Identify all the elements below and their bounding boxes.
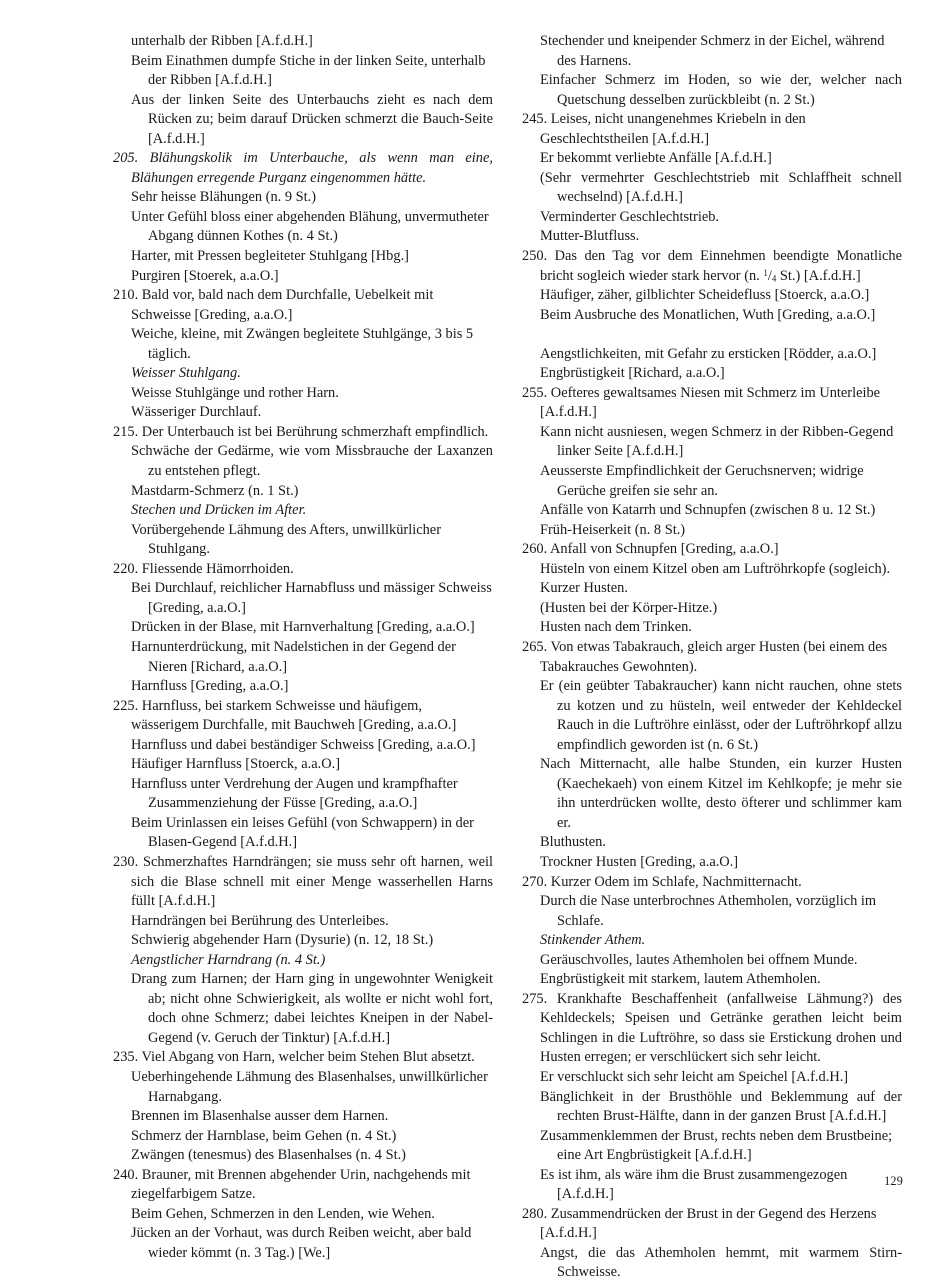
entry-number: 215. — [113, 423, 139, 440]
symptom-entry — [522, 1244, 902, 1283]
entry-text: Häufiger Harnfluss [Stoerck, a.a.O.] — [131, 756, 340, 773]
symptom-entry — [522, 931, 902, 951]
entry-text-tail: St.) [A.f.d.H.] — [776, 267, 861, 284]
entry-number: 270. — [522, 873, 548, 890]
entry-text: Brauner, mit Brennen abgehender Urin, nachgehends mit ziegelfarbigem Satze. — [131, 1166, 471, 1203]
entry-text: Aeusserste Empfindlichkeit der Geruchsnerven; widrige Gerüche greifen sie sehr an. — [540, 463, 864, 499]
symptom-entry — [522, 32, 902, 71]
symptom-entry — [522, 1127, 902, 1166]
entry-text: Schwierig abgehender Harn (Dysurie) (n. 12, 18 St.) — [131, 932, 434, 949]
entry-text: Das den Tag vor dem Einnehmen beendigte Monatliche bricht sogleich wieder stark hervor (n. — [540, 248, 902, 284]
symptom-entry — [522, 423, 902, 462]
entry-text: Aus der linken Seite des Unterbauchs zieht es nach dem Rücken zu; beim darauf Drücken schmerzt die Bauch-Seite [A.f.d.H.] — [131, 91, 493, 147]
symptom-entry — [113, 814, 493, 853]
entry-text: Beim Ausbruche des Monatlichen, Wuth [Greding, a.a.O.] — [540, 306, 876, 323]
numbered-symptom-entry — [522, 110, 902, 149]
entry-text: Kurzer Odem im Schlafe, Nachmitternacht. — [550, 873, 802, 890]
symptom-entry — [522, 169, 902, 208]
entry-text: Schmerzhaftes Harndrängen; sie muss sehr oft harnen, weil sich die Blase schnell mit einer Menge wasserhellen Harns füllt [A.f.d.H.] — [131, 853, 493, 910]
entry-text: Er bekommt verliebte Anfälle [A.f.d.H.] — [540, 150, 772, 167]
entry-number: 245. — [522, 111, 548, 128]
entry-text: Angst, die das Athemholen hemmt, mit warmem Stirn-Schweisse. — [540, 1244, 902, 1281]
symptom-entry — [113, 638, 493, 677]
entry-text: Früh-Heiserkeit (n. 8 St.) — [540, 521, 686, 538]
right-text-column — [522, 32, 902, 1283]
entry-text: Von etwas Tabakrauch, gleich arger Husten (bei einem des Tabakrauches Gewohnten). — [540, 638, 888, 675]
symptom-entry — [522, 618, 902, 638]
entry-text: Wässeriger Durchlauf. — [131, 404, 262, 421]
entry-text: Es ist ihm, als wäre ihm die Brust zusammengezogen [A.f.d.H.] — [540, 1166, 848, 1203]
entry-text: Drücken in der Blase, mit Harnverhaltung [Greding, a.a.O.] — [131, 619, 475, 636]
numbered-symptom-entry — [522, 540, 902, 560]
entry-text: Jücken an der Vorhaut, was durch Reiben weicht, aber bald wieder kömmt (n. 3 Tag.) [We.] — [131, 1225, 472, 1261]
symptom-entry — [113, 755, 493, 775]
entry-text: Harnfluss [Greding, a.a.O.] — [131, 678, 289, 695]
entry-text: Viel Abgang von Harn, welcher beim Stehen Blut absetzt. — [141, 1049, 475, 1066]
symptom-entry — [113, 521, 493, 560]
entry-text: Anfall von Schnupfen [Greding, a.a.O.] — [550, 541, 779, 558]
symptom-entry — [522, 1068, 902, 1088]
entry-text: Bei Durchlauf, reichlicher Harnabfluss und mässiger Schweiss [Greding, a.a.O.] — [131, 580, 492, 616]
symptom-entry — [113, 91, 493, 150]
entry-text: Zusammendrücken der Brust in der Gegend des Herzens [A.f.d.H.] — [540, 1205, 877, 1242]
entry-text: Nach Mitternacht, alle halbe Stunden, ein kurzer Husten (Kaechekaeh) von einem Kitzel im Kehlkopfe; je mehr sie ihn unterdrücken wollte, desto öfterer und schlimmer kam er. — [540, 756, 902, 831]
symptom-entry — [522, 462, 902, 501]
entry-text: Fliessende Hämorrhoiden. — [141, 560, 294, 577]
symptom-entry — [522, 227, 902, 247]
entry-text: Stinkender Athem. — [540, 932, 646, 949]
fraction-denominator: 4 — [771, 272, 777, 283]
numbered-symptom-entry — [522, 638, 902, 677]
entry-text: Durch die Nase unterbrochnes Athemholen, vorzüglich im Schlafe. — [540, 893, 877, 929]
entry-text: Purgiren [Stoerek, a.a.O.] — [131, 267, 279, 284]
symptom-entry — [113, 403, 493, 423]
symptom-entry — [113, 325, 493, 364]
entry-number: 205. — [113, 150, 139, 167]
entry-text: Trockner Husten [Greding, a.a.O.] — [540, 853, 739, 870]
symptom-entry — [522, 755, 902, 833]
entry-text: Beim Urinlassen ein leises Gefühl (von Schwappern) in der Blasen-Gegend [A.f.d.H.] — [131, 814, 474, 851]
symptom-entry — [522, 286, 902, 306]
entry-text: Beim Gehen, Schmerzen in den Lenden, wie Wehen. — [131, 1205, 435, 1222]
entry-text: Bald vor, bald nach dem Durchfalle, Uebelkeit mit Schweisse [Greding, a.a.O.] — [131, 287, 434, 323]
entry-text: Harnunterdrückung, mit Nadelstichen in der Gegend der Nieren [Richard, a.a.O.] — [131, 638, 456, 675]
symptom-entry — [113, 1205, 493, 1225]
entry-text: Aengstlicher Harndrang (n. 4 St.) — [131, 951, 326, 968]
entry-text: Weiche, kleine, mit Zwängen begleitete Stuhlgänge, 3 bis 5 täglich. — [131, 326, 474, 362]
symptom-entry — [113, 384, 493, 404]
numbered-symptom-entry — [113, 149, 493, 188]
symptom-entry — [113, 208, 493, 247]
entry-text: Anfälle von Katarrh und Schnupfen (zwischen 8 u. 12 St.) — [540, 502, 876, 519]
symptom-entry — [522, 1166, 902, 1205]
numbered-symptom-entry: 250. Das den Tag vor dem Einnehmen beendigte Monatliche bricht sogleich wieder stark hervor (n. $^1/_4$ St.) [A.f.d.H.] — [522, 248, 902, 284]
numbered-symptom-entry — [522, 1205, 902, 1244]
entry-text: Krankhafte Beschaffenheit (anfallweise Lähmung?) des Kehldeckels; Speisen und Getränke gerathen leicht beim Schlingen in die Luftröhre, so dass sie Erstickung drohen und Husten erregen; er verschlückert sich sehr leicht. — [540, 990, 902, 1066]
entry-text: Hüsteln von einem Kitzel oben am Luftröhrkopfe (sogleich). — [540, 560, 891, 577]
entry-text: Engbrüstigkeit mit starkem, lautem Athemholen. — [540, 971, 821, 988]
numbered-symptom-entry — [113, 697, 493, 736]
entry-text: Geräuschvolles, lautes Athemholen bei offnem Munde. — [540, 951, 858, 968]
symptom-entry — [113, 970, 493, 1048]
entry-text: Kurzer Husten. — [540, 580, 628, 597]
entry-number: 240. — [113, 1166, 139, 1183]
symptom-entry — [522, 970, 902, 990]
entry-text: Ueberhingehende Lähmung des Blasenhalses, unwillkürlicher Harnabgang. — [131, 1068, 488, 1105]
symptom-entry — [113, 52, 493, 91]
entry-text: Drang zum Harnen; der Harn ging in ungewohnter Wenigkeit ab; nicht ohne Schwierigkeit, als wollte er nicht wohl fort, doch ohne Schmerz; dabei leichtes Kneipen in der Nabel-Gegend (v. Geruch der Tinktur) [A.f.d.H.] — [131, 971, 493, 1046]
entry-text: Stechender und kneipender Schmerz in der Eichel, während des Harnens. — [540, 33, 885, 69]
symptom-entry — [113, 775, 493, 814]
symptom-entry — [113, 736, 493, 756]
numbered-symptom-entry — [113, 560, 493, 580]
symptom-entry — [113, 32, 493, 52]
symptom-entry — [113, 1127, 493, 1147]
entry-text: Unter Gefühl bloss einer abgehenden Blähung, unvermutheter Abgang dünnen Kothes (n. 4 St.) — [131, 208, 489, 245]
symptom-entry — [113, 267, 493, 287]
symptom-entry — [113, 501, 493, 521]
entry-text: Leises, nicht unangenehmes Kriebeln in den Geschlechtstheilen [A.f.d.H.] — [540, 111, 806, 147]
entry-text: Blähungskolik im Unterbauche, als wenn man eine, Blähungen erregende Purganz eingenommen hätte. — [131, 150, 493, 186]
symptom-entry — [522, 853, 902, 873]
symptom-entry — [522, 71, 902, 110]
entry-text: Bluthusten. — [540, 834, 606, 851]
entry-text: (Sehr vermehrter Geschlechtstrieb mit Schlaffheit schnell wechselnd) [A.f.d.H.] — [540, 169, 902, 206]
entry-number: 235. — [113, 1049, 139, 1066]
symptom-entry — [522, 306, 902, 326]
symptom-entry — [522, 501, 902, 521]
symptom-entry — [113, 1146, 493, 1166]
symptom-entry — [113, 912, 493, 932]
symptom-entry — [522, 892, 902, 931]
numbered-symptom-entry — [522, 384, 902, 423]
entry-text: Harndrängen bei Berührung des Unterleibes. — [131, 912, 389, 929]
entry-text: Bänglichkeit in der Brusthöhle und Beklemmung auf der rechten Brust-Hälfte, dann in der ganzen Brust [A.f.d.H.] — [540, 1088, 902, 1125]
entry-text: Weisse Stuhlgänge und rother Harn. — [131, 384, 339, 401]
entry-text: Zusammenklemmen der Brust, rechts neben dem Brustbeine; eine Art Engbrüstigkeit [A.f.d.H.] — [540, 1127, 893, 1164]
entry-text: Schwäche der Gedärme, wie vom Missbrauche der Laxanzen zu entstehen pflegt. — [131, 443, 493, 480]
entry-text: Der Unterbauch ist bei Berührung schmerzhaft empfindlich. — [141, 423, 489, 440]
symptom-entry — [113, 677, 493, 697]
entry-text: Beim Einathmen dumpfe Stiche in der linken Seite, unterhalb der Ribben [A.f.d.H.] — [131, 52, 486, 89]
entry-number: 255. — [522, 384, 548, 401]
entry-text: Mutter-Blutfluss. — [540, 228, 640, 245]
symptom-entry — [522, 833, 902, 853]
entry-text: Vorübergehende Lähmung des Afters, unwillkürlicher Stuhlgang. — [131, 521, 441, 558]
entry-text: Einfacher Schmerz im Hoden, so wie der, welcher nach Quetschung desselben zurückbleibt (n. 2 St.) — [540, 72, 902, 108]
symptom-entry — [522, 599, 902, 619]
entry-number: 225. — [113, 697, 139, 714]
symptom-entry — [522, 364, 902, 384]
numbered-symptom-entry — [113, 423, 493, 443]
entry-text: Schmerz der Harnblase, beim Gehen (n. 4 St.) — [131, 1127, 397, 1144]
symptom-entry — [113, 1068, 493, 1107]
symptom-entry — [522, 677, 902, 755]
two-column-body — [113, 32, 903, 1283]
numbered-symptom-entry — [522, 990, 902, 1068]
numbered-symptom-entry — [113, 1166, 493, 1205]
entry-number: 265. — [522, 638, 548, 655]
symptom-entry — [113, 1224, 493, 1263]
numbered-symptom-entry — [113, 853, 493, 912]
entry-text: Häufiger, zäher, gilblichter Scheidefluss [Stoerck, a.a.O.] — [540, 287, 870, 304]
symptom-entry — [113, 951, 493, 971]
entry-text: Brennen im Blasenhalse ausser dem Harnen. — [131, 1108, 389, 1125]
numbered-symptom-entry — [522, 873, 902, 893]
entry-text: Harnfluss unter Verdrehung der Augen und krampfhafter Zusammenziehung der Füsse [Greding, a.a.O.] — [131, 775, 458, 812]
symptom-entry — [113, 579, 493, 618]
entry-text: Sehr heisse Blähungen (n. 9 St.) — [131, 189, 317, 206]
entry-text: Stechen und Drücken im After. — [131, 502, 307, 519]
entry-text: Harnfluss und dabei beständiger Schweiss [Greding, a.a.O.] — [131, 736, 476, 753]
entry-text: Husten nach dem Trinken. — [540, 619, 692, 636]
entry-text: Er verschluckt sich sehr leicht am Speichel [A.f.d.H.] — [540, 1068, 849, 1085]
page-folio-number: 129 — [884, 1174, 903, 1188]
entry-number: 220. — [113, 560, 139, 577]
left-text-column — [113, 32, 493, 1283]
symptom-entry — [113, 618, 493, 638]
symptom-entry — [113, 1107, 493, 1127]
symptom-entry — [113, 247, 493, 267]
entry-number: 275. — [522, 990, 548, 1007]
symptom-entry — [522, 951, 902, 971]
entry-text: Aengstlichkeiten, mit Gefahr zu ersticken [Rödder, a.a.O.] — [540, 345, 877, 362]
entry-text: Zwängen (tenesmus) des Blasenhalses (n. 4 St.) — [131, 1147, 406, 1164]
symptom-entry — [522, 149, 902, 169]
symptom-entry — [522, 521, 902, 541]
entry-text: Mastdarm-Schmerz (n. 1 St.) — [131, 482, 299, 499]
symptom-entry — [113, 364, 493, 384]
numbered-symptom-entry — [113, 286, 493, 325]
entry-text: Kann nicht ausniesen, wegen Schmerz in der Ribben-Gegend linker Seite [A.f.d.H.] — [540, 423, 894, 460]
entry-text: Harnfluss, bei starkem Schweisse und häufigem, wässerigem Durchfalle, mit Bauchweh [Greding, a.a.O.] — [131, 697, 457, 734]
symptom-entry — [522, 579, 902, 599]
entry-number: 260. — [522, 541, 548, 558]
entry-text: Oefteres gewaltsames Niesen mit Schmerz im Unterleibe [A.f.d.H.] — [540, 384, 881, 421]
symptom-entry — [113, 188, 493, 208]
symptom-entry — [113, 442, 493, 481]
entry-text: Er (ein geübter Tabakraucher) kann nicht rauchen, ohne stets zu kotzen und zu hüsteln, weil entweder der Kehldeckel Rauch in die Luftröhre einlässt, oder der Luftröhrkopf allzu empfindlich geworden ist (n. 6 St.) — [540, 678, 902, 753]
symptom-entry — [113, 931, 493, 951]
symptom-entry — [113, 482, 493, 502]
entry-number: 250. — [522, 248, 548, 265]
fraction-numerator: 1 — [763, 267, 768, 278]
symptom-entry — [522, 560, 902, 580]
entry-text: Engbrüstigkeit [Richard, a.a.O.] — [540, 365, 725, 382]
entry-text: Verminderter Geschlechtstrieb. — [540, 208, 720, 225]
entry-number: 230. — [113, 853, 139, 870]
entry-text: Weisser Stuhlgang. — [131, 365, 241, 382]
paragraph-spacer — [522, 325, 902, 345]
symptom-entry — [522, 345, 902, 365]
entry-text: Harter, mit Pressen begleiteter Stuhlgang [Hbg.] — [131, 248, 409, 265]
entry-text: (Husten bei der Körper-Hitze.) — [540, 599, 718, 616]
numbered-symptom-entry — [113, 1048, 493, 1068]
entry-text: unterhalb der Ribben [A.f.d.H.] — [131, 33, 313, 49]
symptom-entry — [522, 208, 902, 228]
entry-number: 210. — [113, 287, 139, 304]
entry-number: 280. — [522, 1205, 548, 1222]
symptom-entry — [522, 1088, 902, 1127]
